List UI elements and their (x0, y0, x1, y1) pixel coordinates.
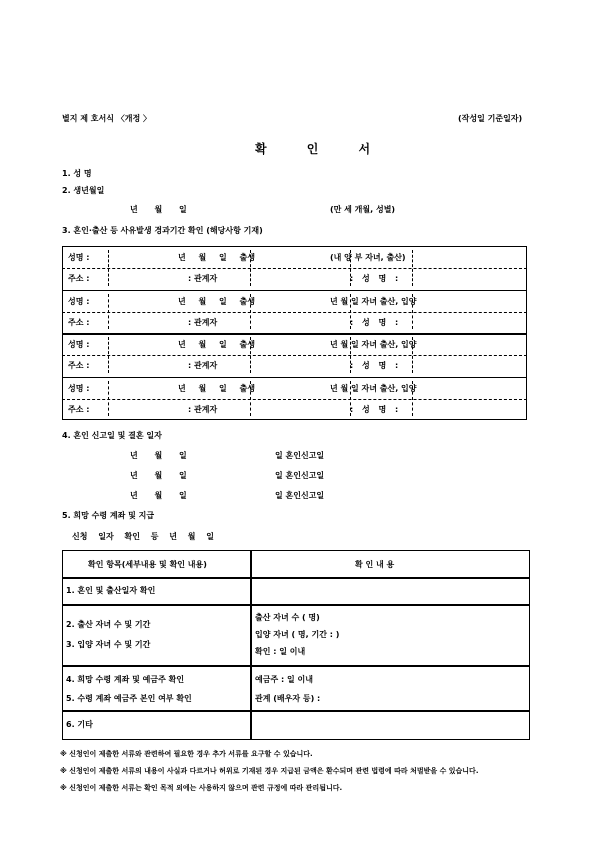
event-address-label: 주소 : (68, 274, 90, 283)
event-person-name: : 성 명 : (350, 274, 399, 283)
confirm-head-left: 확인 항목(세부내용 및 확인 내용) (88, 560, 207, 569)
event-person-name: : 성 명 : (350, 361, 399, 370)
event-address-label: 주소 : (68, 317, 90, 327)
confirm-row-divider-1 (62, 577, 530, 579)
confirm-row2-right-c: 확인 : 일 이내 (255, 647, 306, 656)
section-birthdate: 2. 생년월일 (62, 186, 105, 195)
form-number: 별지 제 호서식 〈개정 〉 (62, 114, 151, 123)
event-col-separator (108, 381, 109, 417)
event-row-divider (62, 355, 527, 356)
event-col-separator (350, 250, 351, 286)
birthdate-age: (만 세 개월, 성별) (330, 205, 396, 214)
confirm-row2-right-b: 입양 자녀 ( 명, 기간 : ) (255, 630, 340, 639)
event-col-separator (250, 294, 251, 330)
event-birth-date: 년 월 일 출생 (178, 340, 255, 349)
event-address-label: 주소 : (68, 361, 90, 370)
event-col-separator (250, 381, 251, 417)
document-title: 확 인 서 (255, 142, 389, 156)
event-detail: 년 월 일 자녀 출산, 입양 (330, 340, 417, 349)
confirm-row1-left: 1. 혼인 및 출산일자 확인 (66, 586, 156, 595)
event-address-label: 주소 : (68, 404, 90, 414)
event-birth-date: 년 월 일 출생 (178, 253, 255, 262)
account-subline: 신청 일자 확인 등 년 월 일 (72, 532, 214, 541)
marriage-registration: 일 혼인신고일 (275, 451, 325, 460)
event-col-separator (108, 294, 109, 330)
confirm-row3-right-b: 관계 (배우자 등) : (255, 694, 321, 703)
event-birth-date: 년 월 일 출생 (178, 296, 255, 306)
section-marriage: 4. 혼인 신고일 및 결혼 일자 (62, 431, 162, 440)
event-person-name: : 성 명 : (350, 317, 399, 327)
confirm-row-divider-4 (62, 710, 530, 712)
event-col-separator (412, 337, 413, 373)
confirm-row3-left-a: 4. 희망 수령 계좌 및 예금주 확인 (66, 675, 185, 684)
event-group-divider (62, 290, 527, 292)
confirm-row4-left: 6. 기타 (66, 720, 93, 729)
note-3: ※ 신청인이 제출한 서류는 확인 목적 외에는 사용하지 않으며 관련 규정에 따라 관리됩니다. (60, 784, 343, 792)
event-col-separator (350, 294, 351, 330)
event-relation: : 관계자 (188, 361, 218, 370)
confirm-row3-left-b: 5. 수령 계좌 예금주 본인 여부 확인 (66, 694, 192, 703)
event-name-label: 성명 : (68, 253, 90, 262)
event-name-label: 성명 : (68, 340, 90, 349)
event-relation: : 관계자 (188, 317, 218, 327)
section-event: 3. 혼인·출산 등 사유발생 경과기간 확인 (해당사항 기재) (62, 226, 263, 235)
event-name-label: 성명 : (68, 383, 90, 393)
event-col-separator (108, 250, 109, 286)
confirm-row3-right-a: 예금주 : 일 이내 (255, 675, 313, 684)
marriage-date: 년 월 일 (130, 451, 187, 460)
event-group-divider (62, 377, 527, 379)
event-col-separator (108, 337, 109, 373)
section-name: 1. 성 명 (62, 169, 92, 178)
confirm-head-right: 확 인 내 용 (355, 560, 395, 569)
confirm-row-divider-3 (62, 665, 530, 667)
marriage-registration: 일 혼인신고일 (275, 491, 325, 500)
event-col-separator (250, 250, 251, 286)
event-detail: 년 월 일 자녀 출산, 입양 (330, 296, 417, 306)
confirm-row2-left-b: 3. 입양 자녀 수 및 기간 (66, 640, 151, 649)
confirm-row-divider-2 (62, 604, 530, 606)
confirm-col-divider (250, 550, 252, 740)
event-row-divider (62, 312, 527, 313)
event-group-divider (62, 333, 527, 335)
marriage-date: 년 월 일 (130, 491, 187, 500)
note-1: ※ 신청인이 제출한 서류와 관련하여 필요한 경우 추가 서류를 요구할 수 있습니다. (60, 750, 313, 758)
event-name-label: 성명 : (68, 296, 90, 306)
note-2: ※ 신청인이 제출한 서류의 내용이 사실과 다르거나 허위로 기재된 경우 지급된 금액은 환수되며 관련 법령에 따라 처벌받을 수 있습니다. (60, 767, 479, 775)
confirm-row2-left-a: 2. 출산 자녀 수 및 기간 (66, 620, 151, 629)
event-col-separator (250, 337, 251, 373)
event-row-divider (62, 399, 527, 400)
marriage-date: 년 월 일 (130, 471, 187, 480)
event-person-name: : 성 명 : (350, 404, 399, 414)
event-col-separator (412, 250, 413, 286)
form-code: (작성일 기준일자) (458, 114, 523, 123)
event-relation: : 관계자 (188, 404, 218, 414)
event-relation: : 관계자 (188, 274, 218, 283)
event-row-divider (62, 268, 527, 269)
event-col-separator (412, 381, 413, 417)
event-detail: (내 양 부 자녀, 출산) (330, 253, 406, 262)
event-detail: 년 월 일 자녀 출산, 입양 (330, 383, 417, 393)
event-birth-date: 년 월 일 출생 (178, 383, 255, 393)
marriage-registration: 일 혼인신고일 (275, 471, 325, 480)
confirm-row2-right-a: 출산 자녀 수 ( 명) (255, 613, 320, 622)
event-col-separator (412, 294, 413, 330)
event-col-separator (350, 337, 351, 373)
event-col-separator (350, 381, 351, 417)
section-account: 5. 희망 수령 계좌 및 지급 (62, 511, 155, 520)
birthdate-line: 년 월 일 (130, 205, 187, 214)
